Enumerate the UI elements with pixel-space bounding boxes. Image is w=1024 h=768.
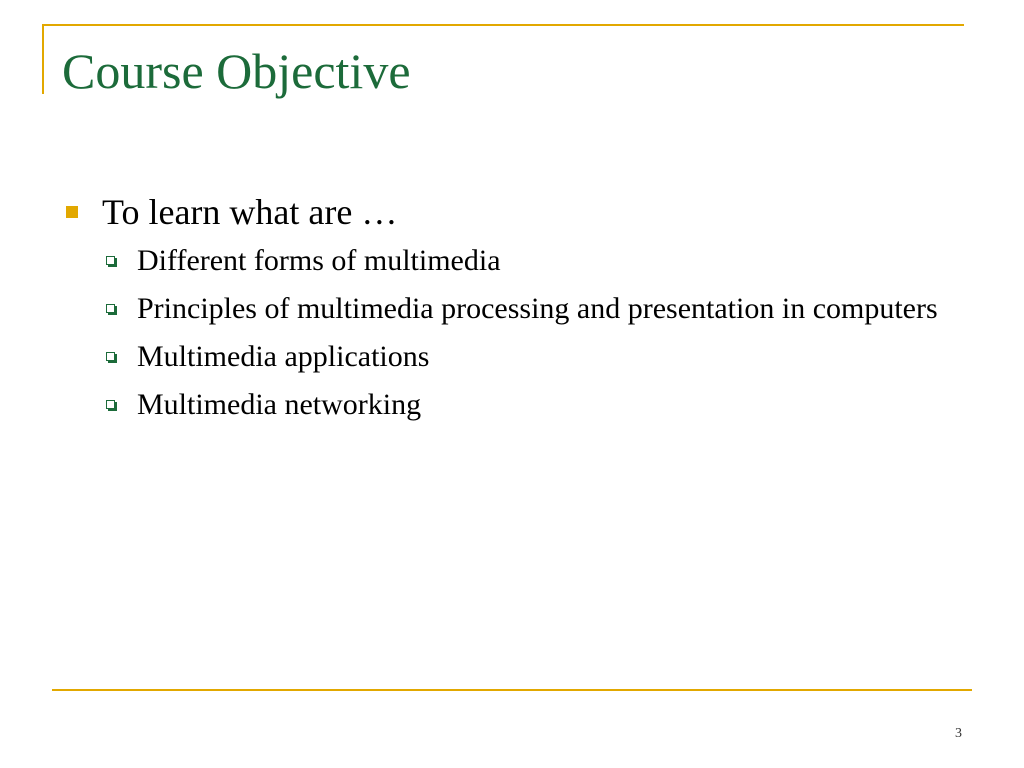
sub-bullet-item	[62, 336, 962, 378]
bullet-text: To learn what are …	[102, 192, 398, 232]
box-bullet-icon	[106, 352, 115, 361]
sub-bullet-text: Different forms of multimedia	[137, 244, 501, 277]
slide-content	[62, 190, 962, 426]
frame-top-line	[42, 24, 964, 26]
page-number: 3	[955, 726, 962, 741]
box-bullet-icon	[106, 400, 115, 409]
sub-bullet-text: Multimedia networking	[137, 388, 422, 421]
box-bullet-icon	[106, 256, 115, 265]
slide-title: Course Objective	[62, 43, 411, 99]
sub-bullet-item	[62, 288, 962, 330]
sub-bullet-item	[62, 240, 962, 282]
sub-bullet-text: Principles of multimedia processing and presentation in computers	[137, 292, 938, 325]
square-bullet-icon	[66, 206, 78, 218]
box-bullet-icon	[106, 304, 115, 313]
bullet-item	[62, 190, 962, 234]
sub-bullet-text: Multimedia applications	[137, 340, 430, 373]
frame-left-line	[42, 24, 44, 94]
footer-line	[52, 689, 972, 691]
sub-bullet-item	[62, 384, 962, 426]
